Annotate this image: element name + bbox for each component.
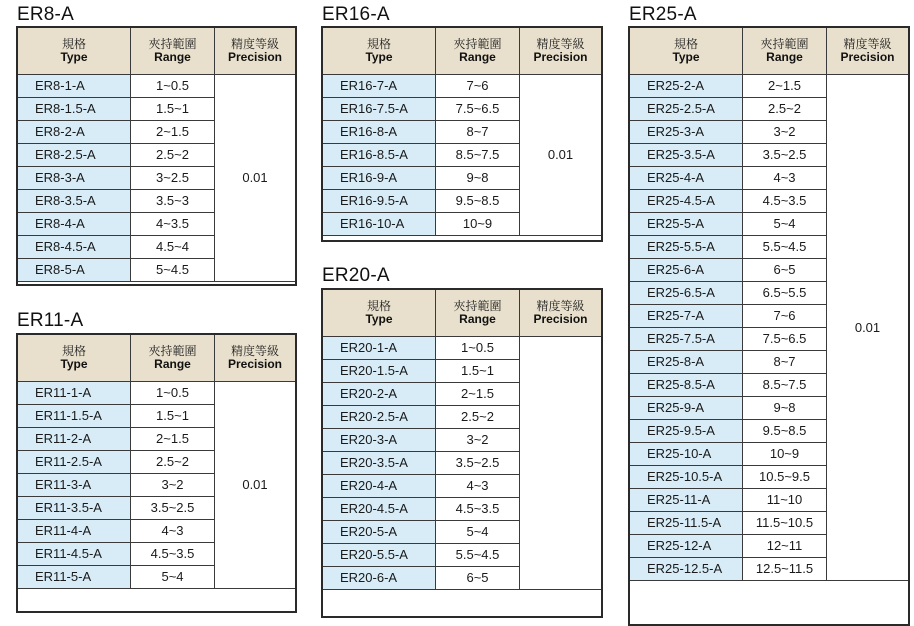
precision-cell: 0.01 — [520, 75, 602, 236]
type-cell: ER11-5-A — [18, 566, 131, 589]
range-cell: 2~1.5 — [131, 121, 215, 144]
range-cell: 10.5~9.5 — [743, 466, 827, 489]
type-cell: ER25-11-A — [630, 489, 743, 512]
range-cell: 7~6 — [436, 75, 520, 98]
range-cell: 5~4 — [743, 213, 827, 236]
type-cell: ER16-7.5-A — [323, 98, 436, 121]
range-cell: 2.5~2 — [131, 144, 215, 167]
type-cell: ER20-4-A — [323, 475, 436, 498]
type-header-en: Type — [365, 50, 393, 64]
range-cell: 2~1.5 — [743, 75, 827, 98]
precision-header-en: Precision — [227, 357, 283, 371]
range-cell: 1.5~1 — [436, 360, 520, 383]
precision-header-zh: 精度等級 — [536, 37, 585, 51]
type-cell: ER11-4.5-A — [18, 543, 131, 566]
range-cell: 4~3 — [743, 167, 827, 190]
range-cell: 2~1.5 — [436, 383, 520, 406]
type-cell: ER25-4-A — [630, 167, 743, 190]
range-cell: 11~10 — [743, 489, 827, 512]
type-cell: ER20-3.5-A — [323, 452, 436, 475]
type-cell: ER20-5.5-A — [323, 544, 436, 567]
range-cell: 2.5~2 — [131, 451, 215, 474]
range-cell: 3.5~3 — [131, 190, 215, 213]
range-cell: 5~4 — [131, 566, 215, 589]
range-cell: 4.5~4 — [131, 236, 215, 259]
precision-header-en: Precision — [533, 312, 588, 326]
range-cell: 10~9 — [436, 213, 520, 236]
precision-column-header — [215, 28, 296, 75]
er11-spec-table — [17, 334, 296, 589]
range-cell: 6~5 — [436, 567, 520, 590]
range-cell: 8~7 — [436, 121, 520, 144]
range-header-zh: 夾持範圍 — [760, 37, 809, 51]
type-column-header — [323, 28, 436, 75]
range-cell: 3~2 — [131, 474, 215, 497]
range-cell: 8.5~7.5 — [436, 144, 520, 167]
type-column-header — [630, 28, 743, 75]
range-cell: 4.5~3.5 — [436, 498, 520, 521]
type-cell: ER8-4.5-A — [18, 236, 131, 259]
type-cell: ER20-1-A — [323, 337, 436, 360]
type-cell: ER20-2.5-A — [323, 406, 436, 429]
type-cell: ER25-9-A — [630, 397, 743, 420]
precision-column-header — [520, 28, 602, 75]
type-column-header — [18, 28, 131, 75]
type-cell: ER25-5-A — [630, 213, 743, 236]
precision-cell: 0.01 — [215, 382, 296, 589]
range-cell: 9.5~8.5 — [743, 420, 827, 443]
range-header-en: Range — [766, 50, 803, 64]
range-cell: 6~5 — [743, 259, 827, 282]
range-cell: 8.5~7.5 — [743, 374, 827, 397]
type-cell: ER25-5.5-A — [630, 236, 743, 259]
type-cell: ER20-4.5-A — [323, 498, 436, 521]
type-cell: ER11-2-A — [18, 428, 131, 451]
type-cell: ER16-10-A — [323, 213, 436, 236]
range-cell: 4~3.5 — [131, 213, 215, 236]
range-cell: 12~11 — [743, 535, 827, 558]
precision-header-en: Precision — [227, 50, 283, 64]
range-cell: 7.5~6.5 — [743, 328, 827, 351]
range-header-en: Range — [154, 50, 191, 64]
precision-cell: 0.01 — [827, 75, 909, 581]
range-column-header — [743, 28, 827, 75]
type-cell: ER16-7-A — [323, 75, 436, 98]
range-cell: 4.5~3.5 — [743, 190, 827, 213]
type-cell: ER8-3.5-A — [18, 190, 131, 213]
range-cell: 7~6 — [743, 305, 827, 328]
range-cell: 3.5~2.5 — [436, 452, 520, 475]
type-header-zh: 規格 — [366, 299, 391, 313]
range-cell: 3.5~2.5 — [743, 144, 827, 167]
range-cell: 5~4 — [436, 521, 520, 544]
type-cell: ER11-1-A — [18, 382, 131, 405]
type-cell: ER16-8.5-A — [323, 144, 436, 167]
range-cell: 2.5~2 — [743, 98, 827, 121]
type-cell: ER20-2-A — [323, 383, 436, 406]
table-row — [323, 337, 602, 360]
range-header-zh: 夾持範圍 — [453, 37, 502, 51]
table-row — [630, 75, 909, 98]
type-cell: ER25-2-A — [630, 75, 743, 98]
type-cell: ER16-9-A — [323, 167, 436, 190]
type-header-zh: 規格 — [673, 37, 698, 51]
type-cell: ER20-6-A — [323, 567, 436, 590]
type-cell: ER20-1.5-A — [323, 360, 436, 383]
range-column-header — [436, 290, 520, 337]
range-cell: 2.5~2 — [436, 406, 520, 429]
range-header-zh: 夾持範圍 — [453, 299, 502, 313]
range-header-zh: 夾持範圍 — [148, 344, 197, 358]
type-cell: ER25-6.5-A — [630, 282, 743, 305]
type-cell: ER20-3-A — [323, 429, 436, 452]
type-cell: ER8-4-A — [18, 213, 131, 236]
range-cell: 8~7 — [743, 351, 827, 374]
precision-header-en: Precision — [533, 50, 588, 64]
type-header-zh: 規格 — [61, 344, 86, 358]
type-header-zh: 規格 — [61, 37, 86, 51]
type-cell: ER8-1-A — [18, 75, 131, 98]
type-cell: ER25-2.5-A — [630, 98, 743, 121]
type-header-zh: 規格 — [366, 37, 391, 51]
type-cell: ER25-10-A — [630, 443, 743, 466]
type-cell: ER25-12.5-A — [630, 558, 743, 581]
range-header-en: Range — [459, 312, 496, 326]
type-cell: ER25-9.5-A — [630, 420, 743, 443]
range-cell: 11.5~10.5 — [743, 512, 827, 535]
type-cell: ER25-3-A — [630, 121, 743, 144]
table-row — [323, 75, 602, 98]
precision-header-zh: 精度等級 — [230, 344, 279, 358]
precision-column-header — [827, 28, 909, 75]
type-cell: ER25-4.5-A — [630, 190, 743, 213]
range-column-header — [131, 335, 215, 382]
precision-header-zh: 精度等級 — [230, 37, 279, 51]
er20-spec-table — [322, 289, 602, 590]
range-cell: 10~9 — [743, 443, 827, 466]
range-header-zh: 夾持範圍 — [148, 37, 197, 51]
type-cell: ER25-3.5-A — [630, 144, 743, 167]
type-cell: ER11-2.5-A — [18, 451, 131, 474]
range-cell: 1.5~1 — [131, 405, 215, 428]
type-cell: ER25-8-A — [630, 351, 743, 374]
range-cell: 4~3 — [131, 520, 215, 543]
range-cell: 4.5~3.5 — [131, 543, 215, 566]
er16-title: ER16-A — [322, 4, 390, 25]
range-header-en: Range — [459, 50, 496, 64]
type-header-en: Type — [365, 312, 393, 326]
type-cell: ER25-7-A — [630, 305, 743, 328]
range-cell: 5.5~4.5 — [436, 544, 520, 567]
er8-spec-table — [17, 27, 296, 282]
precision-header-zh: 精度等級 — [843, 37, 892, 51]
range-cell: 9~8 — [743, 397, 827, 420]
range-cell: 1~0.5 — [131, 382, 215, 405]
range-cell: 5.5~4.5 — [743, 236, 827, 259]
type-cell: ER25-11.5-A — [630, 512, 743, 535]
type-cell: ER11-1.5-A — [18, 405, 131, 428]
type-cell: ER8-3-A — [18, 167, 131, 190]
precision-header-zh: 精度等級 — [536, 299, 585, 313]
precision-column-header — [215, 335, 296, 382]
range-cell: 3~2 — [743, 121, 827, 144]
precision-cell: 0.01 — [215, 75, 296, 282]
range-cell: 9~8 — [436, 167, 520, 190]
range-cell: 2~1.5 — [131, 428, 215, 451]
type-header-en: Type — [60, 357, 88, 371]
type-cell: ER25-10.5-A — [630, 466, 743, 489]
type-header-en: Type — [672, 50, 700, 64]
table-row — [18, 75, 296, 98]
type-cell: ER20-5-A — [323, 521, 436, 544]
type-column-header — [323, 290, 436, 337]
er8-title: ER8-A — [17, 4, 74, 25]
er11-title: ER11-A — [17, 310, 84, 331]
range-cell: 1.5~1 — [131, 98, 215, 121]
range-cell: 3~2.5 — [131, 167, 215, 190]
precision-column-header — [520, 290, 602, 337]
range-column-header — [131, 28, 215, 75]
type-cell: ER11-3.5-A — [18, 497, 131, 520]
er20-title: ER20-A — [322, 265, 390, 286]
type-cell: ER8-1.5-A — [18, 98, 131, 121]
type-cell: ER16-8-A — [323, 121, 436, 144]
range-column-header — [436, 28, 520, 75]
table-row — [18, 382, 296, 405]
range-cell: 3.5~2.5 — [131, 497, 215, 520]
type-header-en: Type — [60, 50, 88, 64]
range-cell: 3~2 — [436, 429, 520, 452]
range-cell: 9.5~8.5 — [436, 190, 520, 213]
type-cell: ER25-6-A — [630, 259, 743, 282]
er25-title: ER25-A — [629, 4, 697, 25]
type-column-header — [18, 335, 131, 382]
range-cell: 1~0.5 — [131, 75, 215, 98]
type-cell: ER8-2-A — [18, 121, 131, 144]
type-cell: ER8-2.5-A — [18, 144, 131, 167]
range-cell: 5~4.5 — [131, 259, 215, 282]
precision-header-en: Precision — [840, 50, 895, 64]
type-cell: ER25-8.5-A — [630, 374, 743, 397]
type-cell: ER16-9.5-A — [323, 190, 436, 213]
range-cell: 4~3 — [436, 475, 520, 498]
range-header-en: Range — [154, 357, 191, 371]
type-cell: ER25-7.5-A — [630, 328, 743, 351]
type-cell: ER11-4-A — [18, 520, 131, 543]
range-cell: 7.5~6.5 — [436, 98, 520, 121]
type-cell: ER8-5-A — [18, 259, 131, 282]
precision-cell — [520, 337, 602, 590]
range-cell: 6.5~5.5 — [743, 282, 827, 305]
type-cell: ER25-12-A — [630, 535, 743, 558]
type-cell: ER11-3-A — [18, 474, 131, 497]
er16-spec-table — [322, 27, 602, 236]
er25-spec-table — [629, 27, 909, 581]
range-cell: 12.5~11.5 — [743, 558, 827, 581]
range-cell: 1~0.5 — [436, 337, 520, 360]
